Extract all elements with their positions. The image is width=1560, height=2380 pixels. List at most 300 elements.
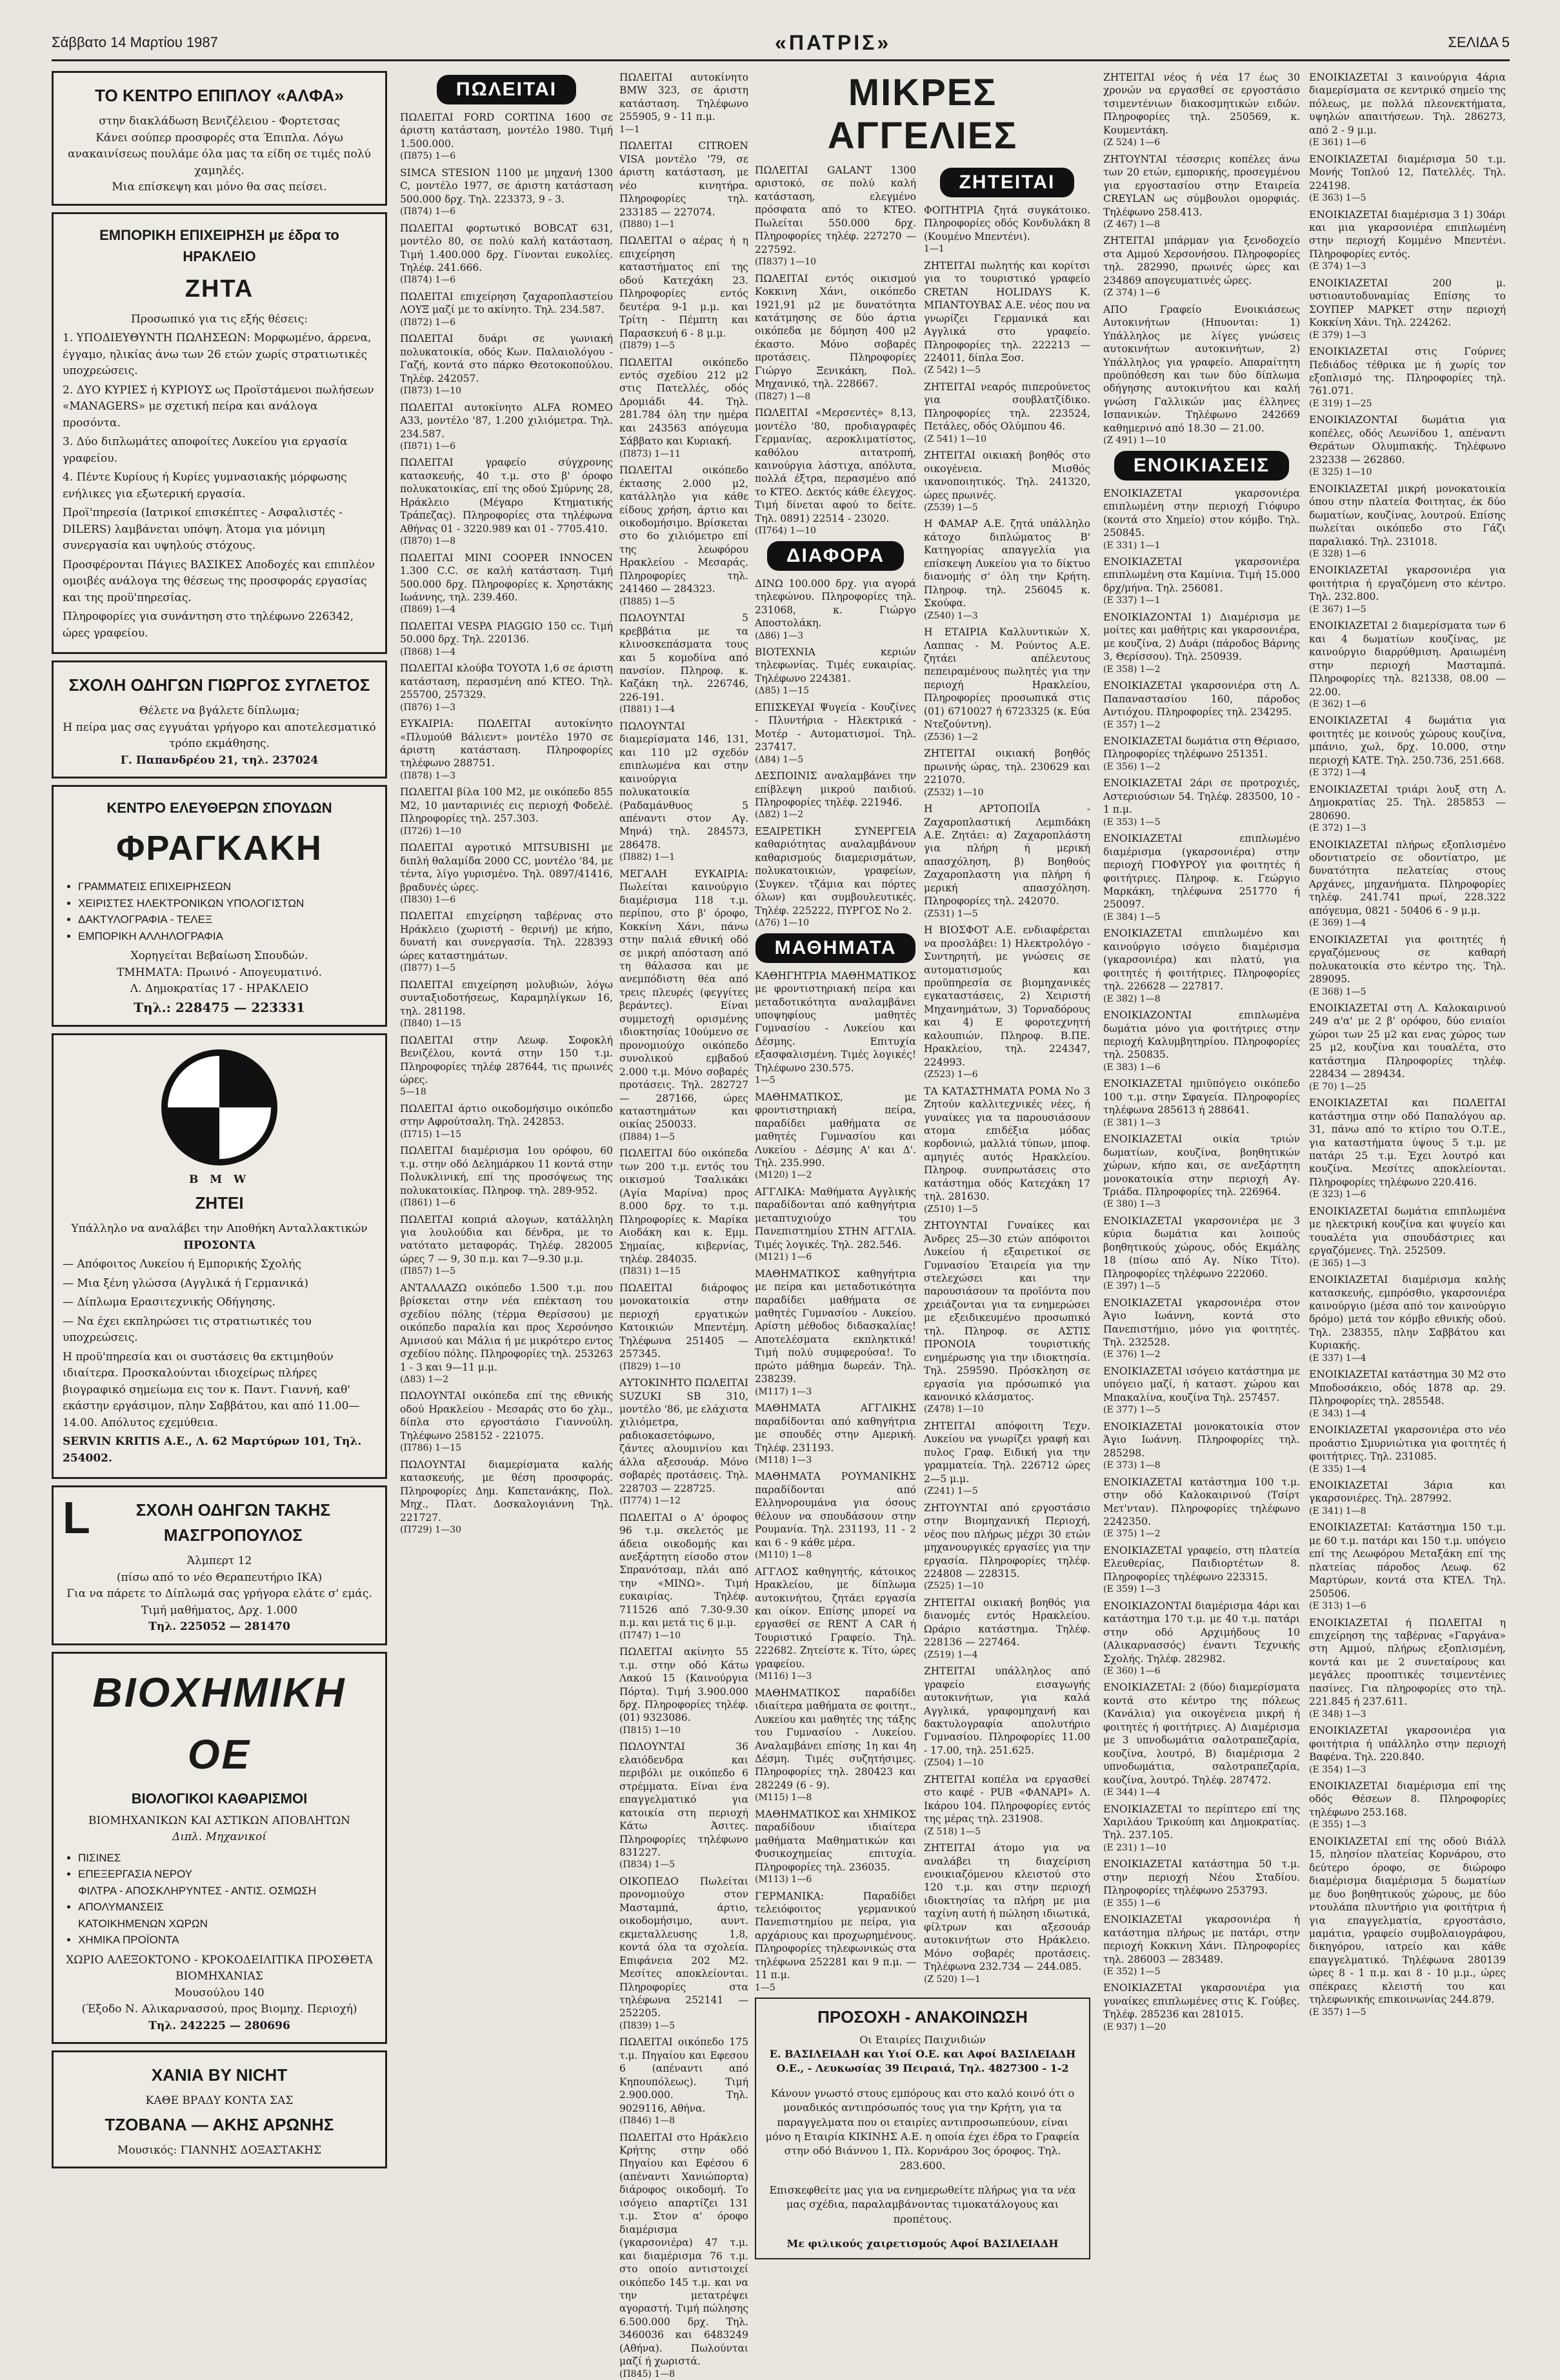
xania-night-ad (52, 2050, 387, 2168)
classified-ad (1103, 1215, 1300, 1293)
announcement-paragraph: Επισκεφθείτε μας για να ενημερωθείτε πλήρως για τα νέα μας σχέδια, παραλαμβάνοντας τιμοκατάλογους και προπέτους. (769, 2184, 1076, 2225)
classified-code: (Ε 373) 1—8 (1103, 1460, 1161, 1471)
classified-code: (Ε 343) 1—4 (1309, 1408, 1366, 1419)
classified-text: ΠΩΛΕΙΤΑΙ κοπριά αλογων, κατάλληλη για λουλούδια και δένδρα, με το νατότατο μεταφοράς. Τηλέφ. 282005 ώρες 7 — 9, 30 π.μ. και 7—9.30 μ.μ. (400, 1213, 613, 1265)
classified-code: (Π885) 1—5 (619, 596, 675, 607)
classified-code: (Π726) 1—10 (400, 826, 462, 837)
classified-text: ΕΝΟΙΚΙΑΖΕΤΑΙ στη Λ. Καλοκαιρινού 249 α'α' με 2 β' ορόφου, δύο ενιαίοι χώροι των 25 μ2 και ενας χώρος των 25 μ2, κουζίνα και τουαλέτα, στο κατάστημα Πληροφορίες τηλέφ. 228434 — 289434. (1309, 1002, 1506, 1080)
classified-text: ΕΝΟΙΚΙΑΖΕΤΑΙ κατάστημα 30 Μ2 στο Μποδοσάκειο, οδός 1878 αρ. 29. Πληροφορίες τηλ. 285548. (1309, 1369, 1506, 1407)
classified-code: (Π729) 1—30 (400, 1525, 462, 1535)
classified-text: ΠΩΛΟΥΝΤΑΙ οικόπεδα επί της εθνικής οδού Ηρακλείου - Μεσαράς στο 6ο χλμ., δίπλα στο εργοστάσιο Γιαννούλη. Τηλέφωνο 258152 - 221075. (400, 1390, 613, 1442)
classified-text: ΕΝΟΙΚΙΑΖΕΤΑΙ 2 διαμερίσματα των 6 και 4 δωματίων κουζίνας, με καινούργιο διαρρύθμιση. Αραιωμένη στην περιοχή Μασταμπά. Πληροφορίες τηλ. 821338, 08.00 — 22.00. (1309, 620, 1506, 698)
classified-text: ΠΩΛΕΙΤΑΙ ο αέρας ή η επιχείρηση καταστήματος επί της οδού Κατεχάκη 23. Πληροφορίες εντός δευτέρα 9-1 μ.μ. και Τρίτη - Πέμπτη και Παρασκευή 6 - 8 μ.μ. (619, 235, 748, 339)
classified-text: ΜΑΘΗΜΑΤΑ ΑΓΓΛΙΚΗΣ παραδίδονται από καθηγήτρια με σπουδές στην Αμερική. Τηλέφ. 231193. (755, 1402, 916, 1454)
classified-ad (924, 1420, 1090, 1498)
ad-address: Μουσούλου 140 (174, 1986, 265, 1999)
classified-text: ΕΝΟΙΚΙΑΖΕΤΑΙ μονοκατοικία στον Άγιο Ιωάννη. Πληροφορίες τηλ. 285298. (1103, 1420, 1300, 1459)
classified-ad (1309, 71, 1506, 149)
classified-code: (Δ83) 1—2 (400, 1374, 449, 1385)
classified-text: ΕΝΟΙΚΙΑΖΕΤΑΙ διαμέρισμα 50 τ.μ. Μονής Τοπλού 12, Πατελλές. Τηλ. 224198. (1309, 153, 1506, 192)
classified-ad (619, 71, 748, 135)
classified-code: (Ε 328) 1—6 (1309, 548, 1366, 559)
classified-text: ΦΟΙΤΗΤΡΙΑ ζητά συγκάτοικο. Πληροφορίες οδός Κονδυλάκη 8 (Κουμένο Μπεντένι). (924, 204, 1090, 243)
classified-ad (1309, 345, 1506, 410)
classified-text: ΠΩΛΕΙΤΑΙ διαμέρισμα 1ου ορόφου, 60 τ.μ. στην οδό Δελημάρκου 11 κοντά στην Πολυκλινική, επί της προσόψεως της πολυκατοικίας. Πληροφ. τηλ. 289-952. (400, 1145, 613, 1196)
ad-item: — Απόφοιτος Λυκείου ή Εμπορικής Σχολής (63, 1258, 302, 1271)
classified-text: ΠΩΛΕΙΤΑΙ «Μερσεντές» 8,13, μοντέλο '80, προδιαγραφές Γερμανίας, αεροκλιματίστος, καθόλου αιτατροπή, καινούργια λάστιχα, απόλυτα, πολλά έξτρα, περασμένο από το ΚΤΕΟ. Δεκτός κάθε έλεγχος. Τιμή δίνεται αφού το δείτε. Τηλ. 0891) 22514 - 23020. (755, 407, 916, 524)
logo-text: B M W (188, 1173, 250, 1186)
classified-text: ΠΩΛΕΙΤΑΙ αυτοκίνητο ALFA ROMEO A33, μοντέλο '87, 1.200 χιλιόμετρα. Τηλ. 234.587. (400, 401, 613, 440)
section-header-lessons: ΜΑΘΗΜΑΤΑ (755, 933, 916, 963)
classified-text: ΖΗΤΕΙΤΑΙ άτομο για να αναλάβει τη διαχείριση ενοικιαζόμενου κλειστού στο 120 τ.μ. και στην περιοχή ιδιοκτησίας τα πλήρη με μια ταχίνη αυτή ή πώληση ιδιωτικά, φίλτρων και αξεσουάρ αυτοκινήτων στο Ηράκλειο. Μόνο σοβαρές προτάσεις. Τηλέφωνα 232.734 — 244.085. (924, 1842, 1090, 1973)
classified-text: ΕΝΟΙΚΙΑΖΟΝΤΑΙ 1) Διαμέρισμα με μοίτες και μαθήτρις και γκαρσονιέρα, με κουζίνα, 2) Δυάρι (πάροδος Βάρνης 3, Θερίσσου). Τηλ. 250939. (1103, 611, 1300, 663)
driving-school-margetis-ad (52, 1485, 387, 1645)
classified-text: ΕΝΟΙΚΙΑΖΕΤΑΙ γκαρσονιέρα για φοιτήτρια ή υπάλληλο στην περιοχή Βαφένα. Τηλ. 220.840. (1309, 1725, 1506, 1763)
masthead (52, 26, 1510, 61)
classified-text: ΜΑΘΗΜΑΤΑ ΡΟΥΜΑΝΙΚΗΣ παραδίδονται από Ελληνορουμάνα για όσους θέλουν να σπουδάσουν στην Ρουμανία. Τηλ. 231193, 11 - 2 και 6 - 9 κάθε μέρα. (755, 1471, 916, 1549)
ad-line: ΒΙΟΜΗΧΑΝΙΚΩΝ ΚΑΙ ΑΣΤΙΚΩΝ ΑΠΟΒΛΗΤΩΝ (88, 1814, 350, 1827)
classified-code: (Ε 383) 1—6 (1103, 1062, 1161, 1073)
classified-ad (755, 1808, 916, 1886)
classified-ad (1309, 933, 1506, 998)
classified-ad (619, 464, 748, 608)
classified-ad (1103, 832, 1300, 923)
classified-ad (924, 204, 1090, 255)
classified-ad (1309, 1835, 1506, 2018)
classified-text: ΠΩΛΕΙΤΑΙ στο Ηράκλειο Κρήτης στην οδό Πηγαίου και Εφέσου 6 (απέναντι Χανιώπορτα) διάροφος οικοδομή. Το ισόγειο απαρτίζει 131 τ.μ. Στον α' όροφο διαμέρισμα (γκαρσονιέρα) 47 τ.μ. και διαμέρισμα 76 τ.μ. στο οποίο αντιστοιχεί οικόπεδο 145 τ.μ. και να την μετατρέψει αγοραστή. Τιμή πώλησης 6.500.000 δρχ. Τηλ. 3460036 και 6483249 (Αθήνα). Πωλούνται μαζί ή χωριστά. (619, 2131, 748, 2368)
classified-text: ΕΝΟΙΚΙΑΖΕΤΑΙ κατάστημα 100 τ.μ. στην οδό Καλοκαιρινού (Τσίρτ Μετ'νταν). Πληροφορίες τηλέφωνο 2242350. (1103, 1476, 1300, 1527)
classified-code: (Π873) 1—10 (400, 386, 462, 397)
ad-item: — Μια ξένη γλώσσα (Αγγλικά ή Γερμανικά) (63, 1276, 308, 1290)
classified-text: ΜΑΘΗΜΑΤΙΚΟΣ παραδίδει ιδιαίτερα μαθήματα σε φοιτητ., Λυκείου και μαθητές της τάξης του Γυμνασίου - Λυκείου. Αναλαμβάνει επίσης 1η και 4η Δέσμη. Τιμές συζητήσιμες. Πληροφορίες τηλ. 280423 και 282249 (6 - 9). (755, 1687, 916, 1791)
classified-code: (Π715) 1—15 (400, 1129, 462, 1140)
section-header-for-sale: ΠΩΛΕΙΤΑΙ (437, 75, 576, 104)
classified-code: (Μ116) 1—3 (755, 1671, 812, 1682)
classified-code: (Z478) 1—10 (924, 1404, 984, 1415)
classified-text: ΑΓΓΛΙΚΑ: Μαθήματα Αγγλικής παραδίδονται από καθηγήτρια μεταπτυχιούχο του Πανεπιστημίου ΣΤΗΝ ΑΓΓΛΙΑ. Τιμές λογικές. Τηλ. 282.546. (755, 1185, 916, 1251)
ad-line: (Έξοδο Ν. Αλικαρνασσού, προς Βιομηχ. Περιοχή) (81, 2003, 357, 2016)
classified-code: (Ε 368) 1—5 (1309, 986, 1366, 997)
classified-ad (619, 1147, 748, 1278)
ad-brand: ΒΙΟΧΗΜΙΚΗ ΟΕ (92, 1669, 346, 1778)
classified-text: ΓΕΡΜΑΝΙΚΑ: Παραδίδει τελειόφοιτος γερμανικού Πανεπιστημίου με πείρα, για αρχάριους και προχωρημένους. Πληροφορίες τηλεφωνικώς στα τηλέφωνα 252281 και 9 π.μ. — 11 π.μ. (755, 1890, 916, 1981)
classified-ad (1103, 777, 1300, 828)
classified-ad (400, 290, 613, 328)
ad-line: Μια επίσκεψη και μόνο θα σας πείσει. (112, 181, 327, 193)
classified-code: (Ε 70) 1—25 (1309, 1081, 1366, 1092)
ad-subtitle: Προσωπικό για τις εξής θέσεις: (131, 312, 308, 326)
classified-ad (1103, 735, 1300, 773)
classified-list (755, 577, 916, 929)
classified-code: (Π747) 1—10 (619, 1630, 681, 1641)
classified-text: ΟΙΚΟΠΕΔΟ Πωλείται προνομιούχο στον Μασταμπά, άρτιο, οικοδομήσιμο, αυντ. εκμεταλλευσης 1,8, κοντά όλα τα σχολεία. Επιφάνεια 202 Μ2. Μεσίτες αποκλείονται. Πληροφορίες στα τηλέφωνα 252141 — 252205. (619, 1875, 748, 2019)
classified-code: (Δ86) 1—3 (755, 630, 804, 641)
course-item: • ΧΕΙΡΙΣΤΕΣ ΗΛΕΚΤΡΟΝΙΚΩΝ ΥΠΟΛΟΓΙΣΤΩΝ (78, 895, 376, 912)
classified-text: ΕΞΑΙΡΕΤΙΚΗ ΣΥΝΕΡΓΕΙΑ καθαριότητας αναλαμβάνουν καθαρισμούς διαμερισμάτων, πολυκατοικιών, γραφείων, (Συγκεν. τζάμια και πόρτες όλων) και συμβουλευτικές. Τηλέφ. 225222, ΠΥΡΓΟΣ Νο 2. (755, 825, 916, 917)
classified-text: Η ΕΤΑΙΡΙΑ Καλλυντικών Χ. Λαππας - Μ. Ρούντος Α.Ε. ζητάει απέλευτους πεπειραμένους πωλητές για την περιοχή Ηρακλείου, Πληροφορίες προσωπικά στις (01) 6710027 ή 6723325 (κ. Εύα Ντεζούντνη). (924, 626, 1090, 731)
classified-text: ΜΕΓΑΛΗ ΕΥΚΑΙΡΙΑ: Πωλείται καινούργιο διαμέρισμα 118 τ.μ. περίπου, στο β' όροφο, Κοκκίνη Χάνι, πάνω στην παλιά εθνική οδό σε μικρή απόσταση από τη θάλασσα και με ανεμπόδιστη θέα από τρεις πλευρές (φεγγίτες βεράντες). Είναι συμμετοχή ορισμένης ιδιοκτησίας 10ούμενο σε προνομιούχο οικόπεδο συνολικού εμβαδού 2.000 τ.μ. Μόνο σοβαρές προτάσεις. Τηλ. 282727 — 287166, ώρες καταστημάτων και οικίας 250033. (619, 868, 748, 1131)
classified-text: ΜΑΘΗΜΑΤΙΚΟΣ και ΧΗΜΙΚΟΣ παραδίδουν ιδιαίτερα μαθήματα Μαθηματικών και Φυσικοχημείας επιτυχία. Πληροφορίες τηλ. 236035. (755, 1808, 916, 1873)
classified-list (619, 71, 748, 2380)
classified-code: (Z519) 1—4 (924, 1649, 978, 1660)
classified-text: ΕΝΟΙΚΙΑΖΕΤΑΙ στις Γούρνες Πεδιάδος τέθρικα με ή χωρίς τον εξοπλισμό της. Πληροφορίες τηλ. 761.071. (1309, 346, 1506, 397)
classified-text: ΠΩΛΕΙΤΑΙ διάροφος μονοκατοικία στην περιοχή εργατικών Κατοικιών Μπεντέμη. Τηλέφωνα 251405 — 257345. (619, 1282, 748, 1360)
classified-text: ΕΝΟΙΚΙΑΖΕΤΑΙ γκαρσονιέρα στον Άγιο Ιωάννη, κοντά στο Πανεπιστήμιο, μόνο για φοιτητές. Τηλ. 232528. (1103, 1296, 1300, 1349)
classified-text: ΠΩΛΕΙΤΑΙ ακίνητο 55 τ.μ. στην οδό Κάτω Λακού 15 (Καινούργια Πόρτα). Τιμή 3.900.000 δρχ. Πληροφορίες τηλέφ. (01) 9323086. (619, 1646, 748, 1724)
announcement-paragraph: Κάνουν γνωστό στους εμπόρους και στο καλό κοινό ότι ο μοναδικός αντιπρόσωπός τους για την Κρήτη, για τα παραγγελματα που οι εταιρίες αντιπροσωπεύουν, είναι μόνο η Εταιρία ΚΙΚΙΝΗΣ Α.Ε. η οποία έχει έδρα το Γραφεία στην οδό Βιάννου 1, Πλ. Κορνάρου 3ος όροφος. Τηλ. 283.600. (765, 2087, 1080, 2172)
ad-line: Μουσικός: ΓΙΑΝΝΗΣ ΔΟΞΑΣΤΑΚΗΣ (117, 2143, 322, 2157)
classified-code: (Π880) 1—1 (619, 219, 675, 230)
classified-code: (Μ118) 1—3 (755, 1454, 812, 1465)
classified-text: ΕΝΟΙΚΙΑΖΕΤΑΙ και ΠΩΛΕΙΤΑΙ κατάστημα στην οδό Παπαλόγου αρ. 31, πάνω από το κτίριο του Ο.Τ.Ε., για καταστήματα ύψους 5 τ.μ. με πατάρι 25 τ.μ. Έχει λουτρό και κουζίνα. Μεσίτες αποκλείονται. Πληροφορίες τηλέφωνο 220.416. (1309, 1097, 1506, 1188)
classified-ad (755, 1091, 916, 1182)
ad-req: ΠΡΟΣΟΝΤΑ (183, 1238, 255, 1252)
classified-text: ΕΝΟΙΚΙΑΖΕΤΑΙ δωμάτια επιπλωμένα με ηλεκτρική κουζίνα και ψυγείο και τουαλέτα για σπουδάστριες και εργαζόμενες. Τηλ. 252509. (1309, 1205, 1506, 1257)
classified-ad (755, 646, 916, 697)
classified-text: ΕΝΟΙΚΙΑΖΟΝΤΑΙ δωμάτια για κοπέλες, οδός Λεωνίδου 1, απέναντι Θεράτων Ολυμπιακής. Τηλέφωνο 232338 — 262860. (1309, 414, 1506, 466)
classified-text: ΑΥΤΟΚΙΝΗΤΟ ΠΩΛΕΙΤΑΙ SUZUKI SB 310, μοντέλο '86, με ελάχιστα χιλιόμετρα, ραδιοκασετόφωνο, ζάντες αλουμινίου και άλλα αξεσουάρ. Μόνο σοβαρές προτάσεις. Τηλ. 228703 — 228725. (619, 1377, 748, 1494)
classified-text: ΕΝΟΙΚΙΑΖΕΤΑΙ γκαρσονιέρα για φοιτήτρια ή εργαζόμενη στο κέντρο. Τηλ. 232.800. (1309, 564, 1506, 603)
classified-code: (Z532) 1—10 (924, 787, 984, 798)
classified-text: ΕΝΟΙΚΙΑΖΟΝΤΑΙ επιπλωμένα δωμάτια μόνο για φοιτήτριες στην περιοχή Καλυμβητηρίου. Πληροφορίες τηλ. 250835. (1103, 1009, 1300, 1061)
classified-ad (619, 2036, 748, 2127)
classified-ad (400, 662, 613, 713)
classified-ad (1309, 1479, 1506, 1517)
ad-brand: ΦΡΑΓΚΑΚΗ (116, 829, 323, 868)
classified-code: (Μ115) 1—8 (755, 1792, 812, 1803)
classified-code: (Π871) 1—6 (400, 441, 456, 451)
classified-ad (619, 356, 748, 461)
classified-code: (Π872) 1—6 (400, 317, 456, 328)
service-item: • ΠΙΣΙΝΕΣ (78, 1850, 376, 1867)
classified-code: (Ε 361) 1—6 (1309, 137, 1366, 148)
ad-phone: Τηλ. 225052 — 281470 (148, 1620, 290, 1633)
classified-ad (1309, 482, 1506, 560)
classified-text: ΠΩΛΕΙΤΑΙ επιχείρηση μολυβιών, λόγω συνταξιοδοτήσεως, Καραμηλίγκων 16, τηλ. 281198. (400, 978, 613, 1017)
classified-code: (Π764) 1—10 (755, 526, 817, 537)
classified-ad (1103, 1913, 1300, 1978)
classified-ad (755, 1470, 916, 1561)
classified-ad (924, 1596, 1090, 1661)
classified-ad (924, 449, 1090, 513)
classified-code: 1—1 (619, 124, 640, 135)
ads-subcolumn (924, 164, 1090, 1998)
classified-code: (Μ121) 1—6 (755, 1252, 812, 1263)
classified-code: (Π830) 1—6 (400, 895, 456, 906)
classified-code: (Ε 376) 1—2 (1103, 1349, 1161, 1360)
announcement-signature: Με φιλικούς χαιρετισμούς Αφοί ΒΑΣΙΛΕΙΑΔΗ (786, 2237, 1059, 2250)
classified-ad (1103, 71, 1300, 149)
classified-code: (Ε 323) 1—6 (1309, 1189, 1366, 1200)
classified-ad (755, 1185, 916, 1264)
classified-text: ΕΝΟΙΚΙΑΖΕΤΑΙ οικία τριών δωματίων, κουζίνα, βοηθητικών χώρων, κήπο και, σε ανεξάρτητη μονοκατοικία στην περιοχή Αγ. Τριάδα. Πληροφορίες τηλ. 226964. (1103, 1133, 1300, 1198)
classified-ad (1103, 1600, 1300, 1678)
classified-ad (400, 1213, 613, 1278)
classified-ad (400, 222, 613, 286)
classified-text: ΖΗΤΟΥΝΤΑΙ Γυναίκες και Άνδρες 25—30 ετών απόφοιτοι Λυκείου ή εξαιρετικοί σε Γυμνασίου Έταιρεία για την στελεχώσει και την παρουσιάσουν τα προϊόντα που χρειάζονται για τα ενημερώσει με εξειδικευμένο προσωπικό τηλ. Πληροφ. σε ΑΣΤΙΣ ΠΡΟΝΟΙΑ τουριστικής ενημέρωσης για την ιδιοκτησία. Τηλ. 259590. Πρόσκληση σε εργασία για πρόσωπικό για κανονικό κλάσματος. (924, 1220, 1090, 1403)
classified-code: (Μ110) 1—8 (755, 1550, 812, 1561)
company-hiring-ad (52, 212, 387, 655)
classified-text: Η ΒΙΟΣΦΟΤ Α.Ε. ενδιαφέρεται να προσλάβει: 1) Ηλεκτρολόγο - Συντηρητή, με γνώσεις σε αυτοματισμούς και προϋπηρεσία σε βιομηχανικές εγκαταστάσεις, 2) Χειριστή Μηχανημάτων, 3) Τορναδόρους και 4) Ε φοροτεχνητή καλουπιών. Πληροφ. Β.ΠΕ. Ηρακλείου, τηλ. 224347, 224993. (924, 924, 1090, 1068)
classified-ad (400, 1282, 613, 1386)
classified-ad (1103, 1420, 1300, 1472)
classified-code: (Z510) 1—5 (924, 1204, 978, 1215)
classified-code: (Ε 358) 1—2 (1103, 664, 1161, 675)
classified-code: (Ε 357) 1—2 (1103, 719, 1161, 730)
classified-code: (Ε 362) 1—6 (1309, 699, 1366, 709)
classified-code: (Π881) 1—4 (619, 704, 675, 715)
classified-code: (Ε 337) 1—1 (1103, 595, 1161, 606)
classified-ad (400, 978, 613, 1030)
classified-text: ΕΝΟΙΚΙΑΖΕΤΑΙ επιπλωμένο διαμέρισμα (γκαρσονιέρα) στην περιοχή ΓΙΟΦΥΡΟΥ για φοιτητές ή φοιτήτριες. Πληροφ. κ. Γεώργιο Μαρκάκη, τηλέφωνα 251770 ή 250097. (1103, 833, 1300, 911)
classified-ad (755, 577, 916, 642)
ad-address: Άλμπερτ 12 (186, 1554, 252, 1567)
classified-code: (Ε 382) 1—8 (1103, 993, 1161, 1004)
classified-code: (Π857) 1—5 (400, 1266, 456, 1277)
ad-subtitle: Υπάλληλο να αναλάβει την Αποθήκη Ανταλλακτικών (71, 1222, 368, 1235)
classified-code: (Ε 357) 1—5 (1309, 2007, 1366, 2018)
classified-code: (Z 520) 1—1 (924, 1974, 981, 1985)
classified-text: ΠΩΛΕΙΤΑΙ MINI COOPER INNOCEN 1.300 C.C. σε καλή κατάσταση. Τιμή 500.000 δρχ. Πληροφορίες κ. Χρηστάκης Ιωάννης, τηλ. 239.460. (400, 551, 613, 603)
classified-ad (1309, 1423, 1506, 1475)
ad-line: Τιμή μαθήματος, Δρχ. 1.000 (141, 1603, 298, 1617)
classified-ad (1103, 1803, 1300, 1854)
classified-ad (619, 868, 748, 1144)
classified-ad (1309, 619, 1506, 710)
classified-code: (Π879) 1—5 (619, 341, 675, 352)
classified-ad (619, 1511, 748, 1642)
classified-text: ΕΝΟΙΚΙΑΖΕΤΑΙ: Κατάστημα 150 τ.μ. με 60 τ.μ. πατάρι και 150 τ.μ. υπόγειο επί της Λεωφόρου Μεταξάκη επί της πλατείας πάροδος Λεωφ. 62 Μαρτύρων, κοντά στα ΚΤΕΛ. Τηλ. 250506. (1309, 1522, 1506, 1600)
ad-header: ΚΕΝΤΡΟ ΕΛΕΥΘΕΡΩΝ ΣΠΟΥΔΩΝ (106, 800, 332, 816)
classified-ad (1309, 413, 1506, 478)
masthead-date: Σάββατο 14 Μαρτίου 1987 (52, 34, 218, 50)
classified-code: 1—1 (924, 244, 945, 255)
classified-text: ΒΙΟΤΕΧΝΙΑ κεριών τηλεφωνίας. Τιμές ευκαιρίας. Τηλέφωνο 224381. (755, 646, 916, 684)
classified-ad (400, 332, 613, 397)
classified-code: (Π870) 1—8 (400, 536, 456, 547)
classified-list (1309, 71, 1506, 2018)
classified-code: (Z539) 1—5 (924, 502, 978, 513)
ad-line: Η πείρα μας σας εγγυάται γρήγορο και αποτελεσματικό τρόπο εκμάθησης. (63, 720, 376, 750)
for-sale-column (400, 71, 613, 2199)
classified-text: ΖΗΤΕΙΤΑΙ πωλητής και κορίτσι για το τουριστικό γραφείο CRETAN HOLIDAYS Κ. ΜΠΑΝΤΟΥΒΑΣ Α.Ε. νέος που να γνωρίζει Γερμανικά και Αγγλικά στο γραφείο. Πληροφορίες τηλ. 222213 — 224011, δίπλα Ξοσ. (924, 259, 1090, 364)
classified-code: (Δ84) 1—5 (755, 754, 804, 765)
classified-ad (619, 2131, 748, 2380)
classified-text: ΠΩΛΕΙΤΑΙ αυτοκίνητο BMW 323, σε άριστη κατάσταση. Τηλέφωνο 255905, 9 - 11 π.μ. (619, 72, 748, 123)
classified-code: 5—18 (400, 1087, 426, 1098)
ad-line: Διπλ. Μηχανικοί (172, 1830, 267, 1843)
classified-text: ΖΗΤΕΙΤΑΙ νέος ή νέα 17 έως 30 χρονών να εργασθεί σε εργοστάσιο τσιμεντένιων διακοσμητικών ειδών. Πληροφορίες τηλ. 250569, κ. Κουμεντάκη. (1103, 72, 1300, 136)
classified-code: (Ε 341) 1—8 (1309, 1505, 1366, 1516)
classified-code: (Ε 344) 1—4 (1103, 1787, 1161, 1798)
ad-line: ΧΩΡΙΟ ΑΛΕΞΟΚΤΟΝΟ - ΚΡΟΚΟΔΕΙΛΙΤΙΚΑ ΠΡΟΣΘΕΤΑ ΒΙΟΜΗΧΑΝΙΑΣ (66, 1953, 373, 1983)
ad-paragraph: Προσφέρονται Πάγιες ΒΑΣΙΚΕΣ Αποδοχές και επιπλέον ομοιβές ανάλογα της θέσεως της προσφοράς εργασίας και της προϋ'πηρεσίας. (63, 558, 375, 604)
ad-title: ΖΗΤΑ (185, 275, 254, 302)
classified-text: ΜΑΘΗΜΑΤΙΚΟΣ, με φροντιστηριακή πείρα, παραδίδει μαθήματα σε μαθητές Γυμνασίου και Λυκείου - Δέσμης Α' και Δ'. Τηλ. 235.990. (755, 1091, 916, 1169)
classified-ad (1103, 1476, 1300, 1540)
announcement-line: Ε. ΒΑΣΙΛΕΙΑΔΗ και Υιοί Ο.Ε. και Αφοί ΒΑΣΙΛΕΙΑΔΗ Ο.Ε., - Λευκωσίας 39 Πειραιά, Τηλ. 4827300 - 1-2 (769, 2047, 1076, 2075)
classified-code: (Μ117) 1—3 (755, 1386, 812, 1397)
classified-ad (400, 786, 613, 837)
classified-code: (Ε 381) 1—3 (1103, 1117, 1161, 1128)
course-item: • ΕΜΠΟΡΙΚΗ ΑΛΛΗΛΟΓΡΑΦΙΑ (78, 928, 376, 945)
classified-code: (Ε 356) 1—2 (1103, 761, 1161, 772)
classified-ad (1103, 234, 1300, 299)
classified-text: ΕΝΟΙΚΙΑΖΕΤΑΙ πλήρως εξοπλισμένο οδοντιατρείο σε οδοντίατρο, με δυνατότητα πελατείας στους Αρχάνες, μηχανήματα. Πληροφορίες τηλέφ. 241.741 πρωί, 228.322 απόγευμα, 0821 - 50406 6 - 9 μ.μ. (1309, 838, 1506, 917)
ad-title: ΣΧΟΛΗ ΟΔΗΓΩΝ ΓΙΩΡΓΟΣ ΣΥΓΛΕΤΟΣ (68, 675, 370, 695)
classified-text: ΚΑΘΗΓΗΤΡΙΑ ΜΑΘΗΜΑΤΙΚΟΣ με φροντιστηριακή πείρα και μεταδοτικότητα αναλαμβάνει υποψηφίους μαθητές Γυμνασίου - Λυκείου και Δέσμης. Επιτυχία εξασφαλισμένη. Τιμές λογικές! Τηλέφωνο 230.575. (755, 969, 916, 1074)
classified-list (1103, 487, 1300, 2034)
classified-code: (Z241) 1—5 (924, 1486, 978, 1497)
classified-text: ΖΗΤΕΙΤΑΙ κοπέλα να εργασθεί στο καφέ - PUB «ΦΑΝΑΡΙ» Λ. Ικάρου 104. Πληροφορίες εντός της μέρας τηλ. 231908. (924, 1773, 1090, 1825)
classified-code: (Ε 360) 1—6 (1103, 1665, 1161, 1676)
classified-ad (755, 1890, 916, 1994)
classified-code: (Ε 397) 1—5 (1103, 1281, 1161, 1292)
classified-code: (Π874) 1—6 (400, 206, 456, 217)
classified-text: ΠΩΛΕΙΤΑΙ οικόπεδο 175 τ.μ. Πηγαίου και Εφεσου 6 (απέναντι από Κηπουπόλεως). Τιμή 2.900.000. Τηλ. 9029116, Αθήνα. (619, 2036, 748, 2114)
classified-ad (1103, 1009, 1300, 1073)
classified-list (1103, 71, 1300, 447)
classified-text: ΕΝΟΙΚΙΑΖΕΤΑΙ ημιϋπόγειο οικόπεδο 100 τ.μ. στην Σφαγεία. Πληροφορίες τηλέφωνα 285613 ή 288641. (1103, 1078, 1300, 1116)
classified-code: (Π876) 1—3 (400, 702, 456, 713)
classified-ad (924, 924, 1090, 1080)
ad-item: 1. ΥΠΟΔΙΕΥΘΥΝΤΗ ΠΩΛΗΣΕΩΝ: Μορφωμένο, άρρενα, έγγαμο, ηλικίας άνω των 26 ετών χωρίς στρατιωτικές υποχρεώσεις. (63, 332, 372, 377)
ad-paragraph: Προϊ'πηρεσία (Ιατρικοί επισκέπτες - Ασφαλιστές - DILERS) λαμβάνεται υπόψη. Άτομα για μόνιμη συνεργασία και υψηλούς στόχους. (63, 506, 343, 552)
section-header-misc: ΔΙΑΦΟΡΑ (767, 541, 904, 571)
classified-code: (Ε 384) 1—5 (1103, 911, 1161, 922)
classified-ad (1309, 277, 1506, 341)
classified-text: ΕΝΟΙΚΙΑΖΕΤΑΙ το περίπτερο επί της Χαριλάου Τρικούπη και Δημοκρατίας. Τηλ. 237.105. (1103, 1803, 1300, 1841)
driving-school-sygletos-ad (52, 660, 387, 778)
classified-text: ΤΑ ΚΑΤΑΣΤΗΜΑΤΑ ΡΟΜΑ No 3 Ζητούν καλλιτεχνικές νέες, ή γυναίκες για τα παρουσιάσουν ατομα επιδέξια μόδας κορδονιώ, μαλλιά τύπων, μποφ. αμηγιές αυτός Ηρακλείου. Πληροφ. συνπρωτάσεις στο κατάστημα οδός Κατεχάκη 17 τηλ. 281630. (924, 1085, 1090, 1203)
classified-text: ΕΝΟΙΚΙΑΖΕΤΑΙ επιπλωμένο και καινούργιο ισόγειο διαμέρισμα (γκαρσονιέρα) και πλατύ, για φοιτητές ή φοιτήτριες. Πληροφορίες τηλ. 226628 — 227817. (1103, 927, 1300, 993)
classified-ad (400, 717, 613, 782)
bmw-hiring-ad (52, 1033, 387, 1480)
classified-code: 1—5 (755, 1982, 775, 1993)
announcement-box (755, 1998, 1090, 2259)
classified-ad (619, 1282, 748, 1373)
classified-ad (924, 1502, 1090, 1592)
classified-ad (1309, 1780, 1506, 1831)
ad-item: 2. ΔΥΟ ΚΥΡΙΕΣ ή ΚΥΡΙΟΥΣ ως Προϊστάμενοι πωλήσεων «MANAGERS» με σχετική πείρα και ανάλογα προσόντα. (63, 383, 374, 430)
ad-phone: Τηλ.: 228475 — 223331 (134, 999, 305, 1015)
classified-code: (Μ120) 1—2 (755, 1170, 812, 1181)
classified-code: (Π884) 1—5 (619, 1131, 675, 1142)
classified-code: (Ε 380) 1—3 (1103, 1199, 1161, 1210)
classified-ad (400, 456, 613, 547)
classified-ad (400, 551, 613, 616)
classified-ad (619, 234, 748, 352)
classified-text: ΕΝΟΙΚΙΑΖΕΤΑΙ διαμέρισμα επί της οδός Θέσεων 8. Πληροφορίες τηλέφωνο 253.168. (1309, 1780, 1506, 1818)
classified-text: ΑΓΓΛΟΣ καθηγητής, κάτοικος Ηρακλείου, με δίπλωμα αυτοκινήτου, ζητάει εργασία και οίκον. Επίσης μπορεί να εργασθεί σε RENT A CAR ή Τουριστικό Γραφείο. Τηλ. 222682. Ζητείστε κ. Τίτο, ώρες γραφείου. (755, 1565, 916, 1670)
classified-ad (1103, 487, 1300, 551)
classified-ad (1103, 555, 1300, 607)
classified-text: ΠΩΛΕΙΤΑΙ ο Α' όροφος 96 τ.μ. σκελετός με άδεια οικοδομής και ανεξάρτητη είσοδο στον Σπρανότσαμ, πλάι από την «ΜΙΝΩ». Τιμή ευκαιρίας. Τηλέφ. 711526 από 7.30-9.30 π.μ. και μετά τις 6 μ.μ. (619, 1511, 748, 1629)
service-sub: ΚΑΤΟΙΚΗΜΕΝΩΝ ΧΩΡΩΝ (78, 1917, 208, 1930)
ad-paragraph: Πληροφορίες για συνάντηση στο τηλέφωνο 226342, ώρες γραφείου. (63, 610, 354, 640)
classified-code: (Ε 353) 1—5 (1103, 817, 1161, 828)
classified-code: (Π840) 1—15 (400, 1018, 462, 1029)
l-plate-icon: L (63, 1492, 90, 1543)
classified-text: ΕΥΚΑΙΡΙΑ: ΠΩΛΕΙΤΑΙ αυτοκίνητο «Πλυμούθ Βάλιεντ» μοντέλο 1970 σε άριστη κατάσταση. Πληροφορίες τηλέφωνο 288751. (400, 718, 613, 769)
classified-code: (Π868) 1—4 (400, 646, 456, 657)
classified-ad (924, 1773, 1090, 1838)
classified-code: (Ε 231) 1—10 (1103, 1842, 1166, 1853)
classified-text: ΠΩΛΕΙΤΑΙ αγροτικό MITSUBISHI με διπλή θαλαμίδα 2000 CC, μοντέλο '84, με τέντα, λίγο γυρισμένο. Τηλ. 0897/41416, βραδυνές ώρες. (400, 842, 613, 893)
classified-text: ΔΕΣΠΟΙΝΙΣ αναλαμβάνει την επίβλεψη μικρού παιδιού. Πληροφορίες τηλέφ. 221946. (755, 770, 916, 809)
classified-ad (400, 1102, 613, 1140)
bmw-logo-icon (161, 1049, 277, 1165)
classified-text: ΖΗΤΟΥΝΤΑΙ τέσσερις κοπέλες άνω των 20 ετών, εμπορικής, προσεγμένου για εργοστασίου στην Εταιρεία CREYLAN ως σύμβουλοι ομορφιάς. Τηλέφωνο 258.413. (1103, 153, 1300, 218)
classified-ad (755, 1267, 916, 1398)
classified-ad (1103, 927, 1300, 1005)
classified-code: (Ε 367) 1—5 (1309, 604, 1366, 615)
classified-text: ΕΝΟΙΚΙΑΖΕΤΑΙ επί της οδού Βιάλλ 15, πλησίον πλατείας Κορνάρου, στο δεύτερο όροφο, σε διώροφο διαμέρισμα διαμέρισμα 5 δωματίων με δυο βοηθητικούς χώρους, με δύο ντουλάπα πλυντήριο για φοιτήτρια ή για επαγγελματία, εργοστάσιο, μαμάτια, γραφείο συμβολαιογράφου, δικηγόρου, ιατρείο και κάθε επαγγελματικό. Τηλέφωνα 280139 ώρες 8 - 1 π.μ. και 8 - 10 μ.μ., ώρες σπέκραες κλειστή του και τηλεφωνικής επικοινωνίας 244.879. (1309, 1835, 1506, 2006)
classified-ad (755, 969, 916, 1087)
classified-code: (Ε 352) 1—5 (1103, 1967, 1161, 1978)
classified-ad (1309, 564, 1506, 615)
classified-text: ΠΩΛΕΙΤΑΙ FORD CORTINA 1600 σε άριστη κατάσταση, μοντέλο 1980. Τιμή 1.500.000. (400, 112, 613, 150)
classified-code: (Ε 354) 1—3 (1309, 1764, 1366, 1775)
classified-text: ΠΩΛΕΙΤΑΙ κλούβα TOYOTA 1,6 σε άριστη κατάσταση, περασμένη από ΚΤΕΟ. Τηλ. 255700, 257329. (400, 662, 613, 701)
classified-text: ΕΝΟΙΚΙΑΖΕΤΑΙ γκαρσονιέρα επιπλωμένη στα Καμίνια. Τιμή 15.000 δρχ/μήνα. Τηλ. 256081. (1103, 556, 1300, 594)
classified-code: (Π837) 1—10 (755, 257, 817, 268)
ad-header: ΕΜΠΟΡΙΚΗ ΕΠΙΧΕΙΡΗΣΗ με έδρα το ΗΡΑΚΛΕΙΟ (99, 226, 339, 264)
classified-text: ΕΝΟΙΚΙΑΖΕΤΑΙ διαμέρισμα καλής κατασκευής, εμπρόσθιο, γκαρσονιέρα καινούργιο (μέσα από τον καινούργιο δρόμο) μετά τον κόμβο εθνικής οδού. Τηλ. 238355, πλην Σαββάτου και Κυριακής. (1309, 1274, 1506, 1352)
section-header-wanted: ΖΗΤΕΙΤΑΙ (940, 168, 1075, 197)
classified-code: (Z504) 1—10 (924, 1758, 984, 1769)
ad-line: Κάνει σούπερ προσφορές στα Έπιπλα. Λόγω ανακαινίσεως πουλάμε όλα μας τα είδη σε τιμές πολύ χαμηλές. (68, 131, 371, 177)
classified-ad (924, 1219, 1090, 1416)
classified-ad (1309, 1616, 1506, 1721)
course-item: • ΓΡΑΜΜΑΤΕΙΣ ΕΠΙΧΕΙΡΗΣΕΩΝ (78, 878, 376, 895)
classified-text: ΠΩΛΕΙΤΑΙ εντός οικισμού Κοκκινη Χάνι, οικόπεδο 1921,91 μ2 με δυνατότητα κατάτμησης σε δύο άρτια οικόπεδα με δόμηση 400 μ2 έκαστο. Μόνο σοβαρές προτάσεις. Πληροφορίες Γιώργο Ξενικάκη, Πολ. Μηχανικό, τηλ. 228667. (755, 272, 916, 390)
classified-ad (1103, 1544, 1300, 1596)
classified-text: ΠΩΛΟΥΝΤΑΙ διαμερίσματα 146, 131, και 110 μ2 σχεδόν επιπλωμένα και στην καινούργια πολυκατοικία (Ραδαμάνθυος 5 απέναντι στον Αγ. Μηνά) τηλ. 284573, 286478. (619, 720, 748, 851)
classified-text: ΕΝΟΙΚΙΑΖΕΤΑΙ ή ΠΩΛΕΙΤΑΙ η επιχείρηση της ταβέρνας «Γαργάνα» στη Αμμού, πλήρως εξοπλισμένη, κοντά και με 2 συνεταίρους και μεγάλες προοπτικές τσιμεντένιες πασίνες. Για πληροφορίες στο τηλ. 221.845 ή 237.611. (1309, 1616, 1506, 1708)
classified-text: ΠΩΛΕΙΤΑΙ δύο οικόπεδα των 200 τ.μ. εντός του οικισμού Τσαλικάκι (Αγία Μαρίνα) προς 8.000 δρχ. το τ.μ. Πληροφορίες κ. Μαρίκα Αιοδάκη και κ. Εμμ. Σημαίας, κιβερνίας, τηλέφ. 284035. (619, 1147, 748, 1265)
service-list (63, 1850, 376, 1949)
classified-text: ΕΝΟΙΚΙΑΖΕΤΑΙ γραφείο, στη πλατεία Ελευθερίας, Παιδιορτέτων 8. Πληροφορίες τηλέφωνο 223315. (1103, 1544, 1300, 1583)
classified-text: ΕΝΟΙΚΙΑΖΕΤΑΙ 3 καινούργια 4άρια διαμερίσματα σε κεντρικό σημείο της πόλεως, με πολλά πλεονεκτήματα, υψηλών απαιτήσεων. Τηλ. 286273, από 2 - 9 μ.μ. (1309, 72, 1506, 136)
classified-text: ΖΗΤΕΙΤΑΙ υπάλληλος από γραφείο εισαγωγής αυτοκινήτων, για καλά Αγγλικά, γραφομηχανή και δακτυλογραφία απολυτήριο Γυμνασίου. Πληροφορίες 11.00 - 17.00, τηλ. 251.625. (924, 1665, 1090, 1756)
classified-ad (755, 272, 916, 403)
classified-text: ΕΝΟΙΚΙΑΖΕΤΑΙ για φοιτητές ή εργαζόμενους σε καθαρή πολυκατοικία στο κέντρο της. Τηλ. 289095. (1309, 933, 1506, 986)
classified-code: (Ε 374) 1—3 (1309, 261, 1366, 272)
classified-text: ΠΩΛΕΙΤΑΙ φορτωτικό BOBCAT 631, μοντέλο 80, σε πολύ καλή κατάσταση. Τιμή 1.400.000 δρχ. Γίνονται ευκολίες. Τηλέφ. 241.666. (400, 222, 613, 274)
classified-text: ΕΝΟΙΚΙΑΖΕΤΑΙ κατάστημα 50 τ.μ. στην περιοχή Νέου Σταδίου. Πληροφορίες τηλέφωνο 253793. (1103, 1858, 1300, 1897)
classified-code: (Ε 363) 1—5 (1309, 193, 1366, 204)
classified-code: (Z540) 1—3 (924, 610, 978, 621)
ad-title: ΧΑΝΙΑ BY NICHT (151, 2065, 288, 2085)
classified-code: (Ε 355) 1—6 (1103, 1898, 1161, 1909)
classified-ad (619, 1376, 748, 1507)
classified-code: (Z523) 1—6 (924, 1069, 978, 1080)
classified-text: ΠΩΛΟΥΝΤΑΙ διαμερίσματα καλής κατασκευής, με θέση προσφοράς. Πληροφορίες Δημ. Καπετανάκης, Πολ. Μηχ., Πλατ. Δοσκαλογιάννη Τηλ. 221727. (400, 1458, 613, 1523)
classified-text: ΕΝΟΙΚΙΑΖΕΤΑΙ 2άρι σε προτροχιές, Αστεριούσιων 54. Τηλέφ. 283500, 10 - 1 π.μ. (1103, 777, 1300, 816)
classified-ad (619, 1645, 748, 1736)
classified-code: (Ε 313) 1—6 (1309, 1601, 1366, 1612)
announcement-title: ΠΡΟΣΟΧΗ - ΑΝΑΚΟΙΝΩΣΗ (817, 2007, 1028, 2027)
classified-text: ΠΩΛΕΙΤΑΙ οικόπεδο εντός σχεδίου 212 μ2 στις Πατελλές, οδός Δρομιάδι 44. Τηλ. 281.784 όλη την ημέρα και 243563 απόγευμα Σάββατο και Κυριακή. (619, 356, 748, 448)
classified-text: ΠΩΛΕΙΤΑΙ οικόπεδο έκτασης 2.000 μ2, κατάλληλο για κάθε είδους χρήση, άρτιο και οικοδομήσιμο. Βρίσκεται στο 6ο χιλιόμετρο επί της λεωφόρου Ηρακλείου - Μεσαράς. Πληροφορίες τηλ. 241460 — 284323. (619, 464, 748, 595)
classified-ad (755, 164, 916, 268)
classified-ad (619, 1875, 748, 2032)
classified-text: ΕΝΟΙΚΙΑΖΕΤΑΙ μικρή μονοκατοικία όπου στην πλατεία Φοιτητας, έκ δύο δωματίων, κουζίνας, λουτρού. Επίσης πωλείται οικόπεδο στο Γάζι παραλιακό. Τηλ. 231018. (1309, 482, 1506, 548)
classified-code: (Ε 331) 1—1 (1103, 540, 1161, 551)
classified-ad (400, 909, 613, 974)
classified-code: (Ε 379) 1—3 (1309, 330, 1366, 341)
